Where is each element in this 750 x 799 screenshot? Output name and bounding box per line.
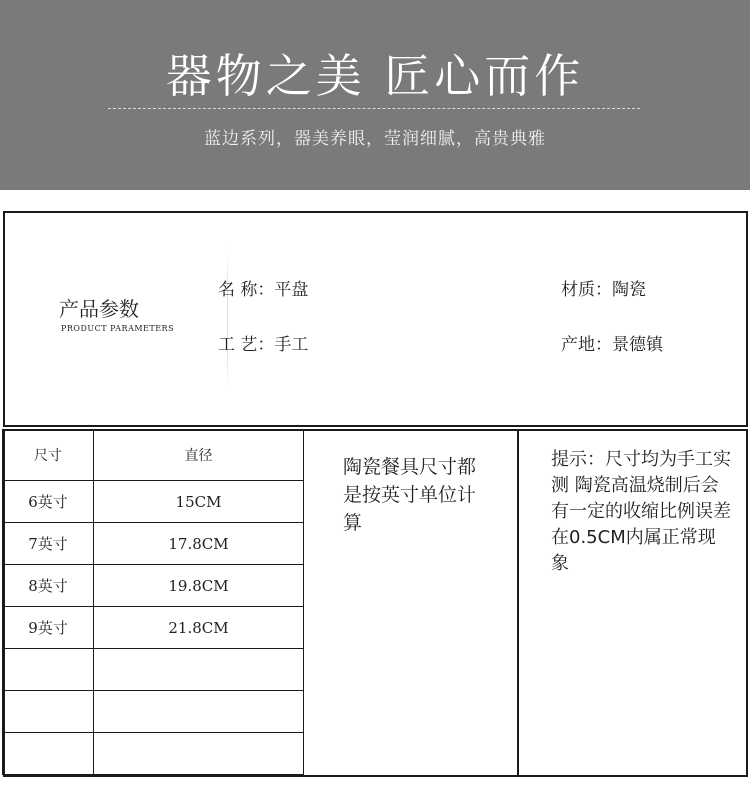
diameter-cell: 17.8CM	[94, 523, 304, 565]
table-row-empty	[3, 691, 304, 733]
size-table	[2, 429, 304, 775]
param-craft: 工 艺：手工	[218, 335, 309, 355]
banner-title: 器物之美 匠心而作	[165, 49, 585, 103]
table-row	[3, 523, 304, 565]
diameter-cell: 21.8CM	[94, 607, 304, 649]
size-cell: 7英寸	[3, 523, 94, 565]
column-divider	[517, 429, 519, 777]
empty-cell	[94, 649, 304, 691]
banner-divider	[108, 108, 640, 109]
params-subtitle: PRODUCT PARAMETERS	[61, 324, 175, 333]
params-divider	[227, 247, 228, 393]
diameter-cell: 15CM	[94, 481, 304, 523]
param-material: 材质：陶瓷	[561, 280, 646, 300]
diameter-cell: 19.8CM	[94, 565, 304, 607]
empty-cell	[3, 649, 94, 691]
size-cell: 9英寸	[3, 607, 94, 649]
param-name: 名 称：平盘	[218, 280, 309, 300]
product-parameters-panel	[3, 211, 748, 427]
params-title: 产品参数	[59, 297, 139, 321]
table-row	[3, 481, 304, 523]
empty-cell	[3, 691, 94, 733]
unit-note: 陶瓷餐具尺寸都是按英寸单位计算	[343, 456, 477, 534]
empty-cell	[94, 691, 304, 733]
header-banner	[0, 0, 750, 190]
empty-cell	[3, 733, 94, 775]
header-size: 尺寸	[3, 430, 94, 481]
size-cell: 6英寸	[3, 481, 94, 523]
size-cell: 8英寸	[3, 565, 94, 607]
table-row	[3, 565, 304, 607]
tip-note: 提示：尺寸均为手工实测 陶瓷高温烧制后会有一定的收缩比例误差在0.5CM内属正常现象	[551, 449, 731, 574]
banner-subtitle: 蓝边系列，器美养眼，莹润细腻，高贵典雅	[204, 129, 546, 149]
empty-cell	[94, 733, 304, 775]
table-row-empty	[3, 733, 304, 775]
table-row-empty	[3, 649, 304, 691]
header-diameter: 直径	[94, 430, 304, 481]
table-header-row	[3, 430, 304, 481]
param-origin: 产地：景德镇	[561, 335, 663, 355]
table-row	[3, 607, 304, 649]
